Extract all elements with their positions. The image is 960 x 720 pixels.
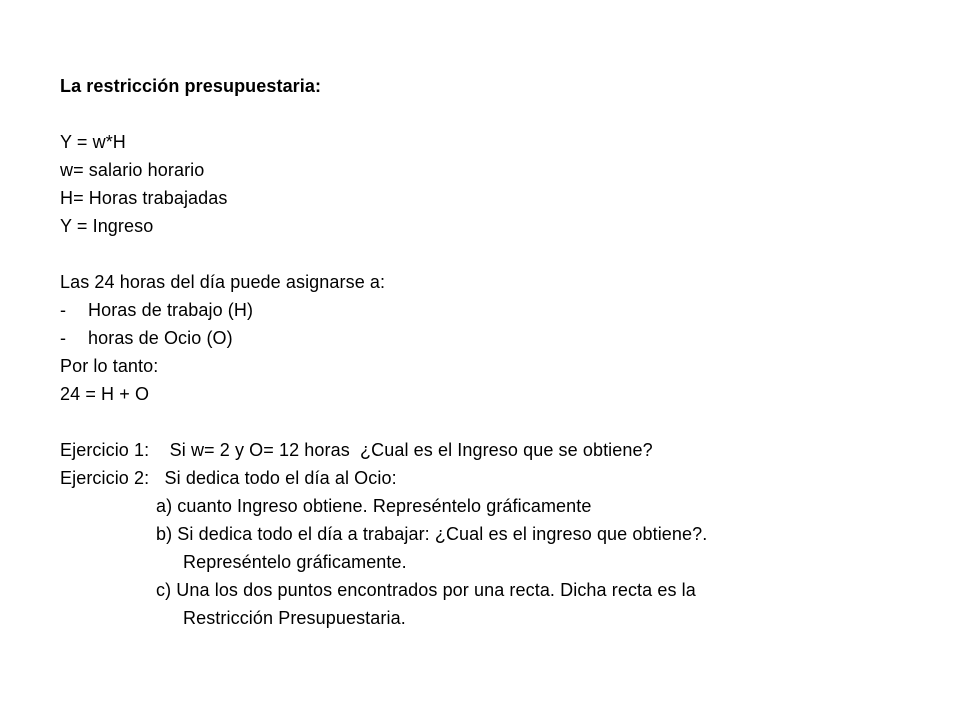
exercise-2-part-a: a) cuanto Ingreso obtiene. Represéntelo gráficamente [156, 496, 592, 516]
exercise-2-part-c-cont: Restricción Presupuestaria. [183, 608, 406, 628]
definition-h: H= Horas trabajadas [60, 188, 228, 208]
hours-list-item-label: Horas de trabajo (H) [88, 300, 254, 320]
definition-w: w= salario horario [60, 160, 205, 180]
slide-title: La restricción presupuestaria: [60, 76, 322, 96]
hours-list-item [60, 298, 253, 322]
therefore-text: Por lo tanto: [60, 356, 159, 376]
definition-formula: Y = w*H [60, 132, 126, 152]
time-equation: 24 = H + O [60, 384, 150, 404]
hours-list-item-label: horas de Ocio (O) [88, 328, 233, 348]
exercise-2-part-b: b) Si dedica todo el día a trabajar: ¿Cual es el ingreso que obtiene?. [156, 524, 708, 544]
hours-list-item [60, 326, 233, 350]
definition-y: Y = Ingreso [60, 216, 154, 236]
exercise-2-part-b-cont: Represéntelo gráficamente. [183, 552, 407, 572]
bullet-dash: - [60, 328, 67, 348]
exercise-1: Ejercicio 1: Si w= 2 y O= 12 horas ¿Cual es el Ingreso que se obtiene? [60, 440, 653, 460]
exercise-2-part-c: c) Una los dos puntos encontrados por una recta. Dicha recta es la [156, 580, 696, 600]
bullet-dash: - [60, 300, 67, 320]
exercise-2: Ejercicio 2: Si dedica todo el día al Ocio: [60, 468, 397, 488]
hours-intro: Las 24 horas del día puede asignarse a: [60, 272, 386, 292]
